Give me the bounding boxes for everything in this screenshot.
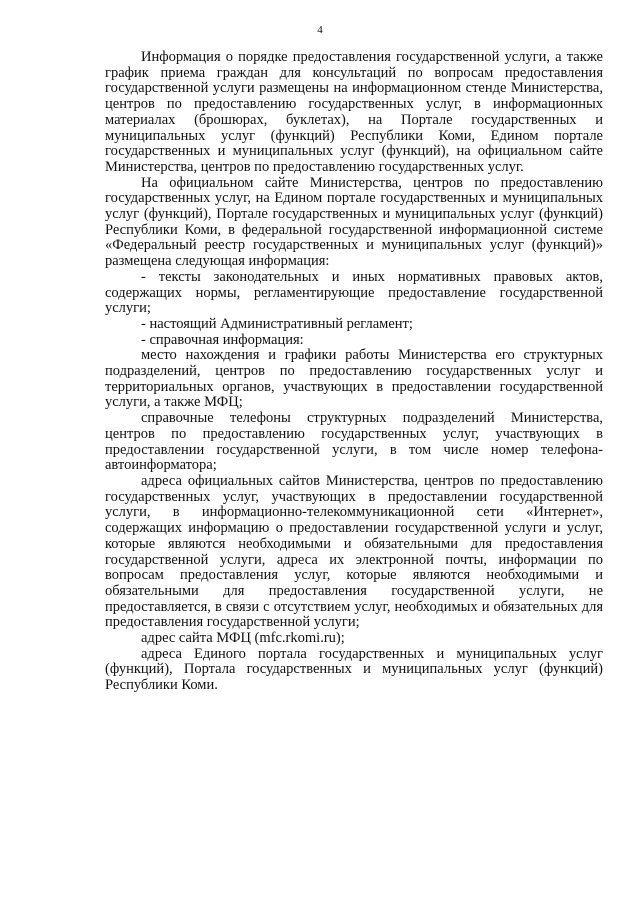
paragraph-website-addresses: адреса официальных сайтов Министерства, центров по предоставлению государственных услуг, участвующих в предоставлении государственной услуги, в информационно-телекоммуникационной сети «Интернет», содержащих информацию о предоставлении государственной услуги и услуг, которые являются необходимыми и обязательными для предоставления государственной услуги, адреса их электронной почты, информации по вопросам предоставления услуг, которые являются необходимыми и обязательными для предоставления государственной услуги, не предоставляется, в связи с отсутствием услуг, необходимых и обязательных для предоставления государственной услуги; [105,472,603,631]
paragraph-portal-addresses: адреса Единого портала государственных и муниципальных услуг (функций), Портала государственных и муниципальных услуг (функций) Республики Коми. [105,645,603,694]
paragraph-info-placement: Информация о порядке предоставления государственной услуги, а также график приема граждан для консультаций по вопросам предоставления государственной услуги размещены на информационном стенде Министерства, центров по предоставлению государственных услуг, в информационных материалах (брошюрах, буклетах), на Портале государственных и муниципальных услуг (функций) Республики Коми, Едином портале государственных и муниципальных услуг (функций), на официальном сайте Министерства, центров по предоставлению государственных услуг. [105,49,603,175]
document-body [105,50,603,694]
paragraph-locations-schedules: место нахождения и графики работы Министерства его структурных подразделений, центров по предоставлению государственных услуг и территориальных органов, участвующих в предоставлении государственной услуги, а также МФЦ; [105,347,603,411]
paragraph-mfc-site: адрес сайта МФЦ (mfc.rkomi.ru); [141,630,345,647]
list-item-reference-info: - справочная информация: [141,331,304,348]
paragraph-official-site-info: На официальном сайте Министерства, центров по предоставлению государственных услуг, на Едином портале государственных и муниципальных услуг (функций), Портале государственных и муниципальных услуг (функций) Республики Коми, в федеральной государственной информационной системе «Федеральный реестр государственных и муниципальных услуг (функций)» размещена следующая информация: [105,174,603,270]
paragraph-reference-phones: справочные телефоны структурных подразделений Министерства, центров по предоставлению государственных услуг, участвующих в предоставлении государственной услуги, в том числе номер телефона-автоинформатора; [105,410,603,474]
list-item-regulation: - настоящий Административный регламент; [141,315,413,332]
page-number: 4 [317,24,323,36]
list-item-legal-acts: - тексты законодательных и иных нормативных правовых актов, содержащих нормы, регламентирующие предоставление государственной услуги; [105,268,603,317]
